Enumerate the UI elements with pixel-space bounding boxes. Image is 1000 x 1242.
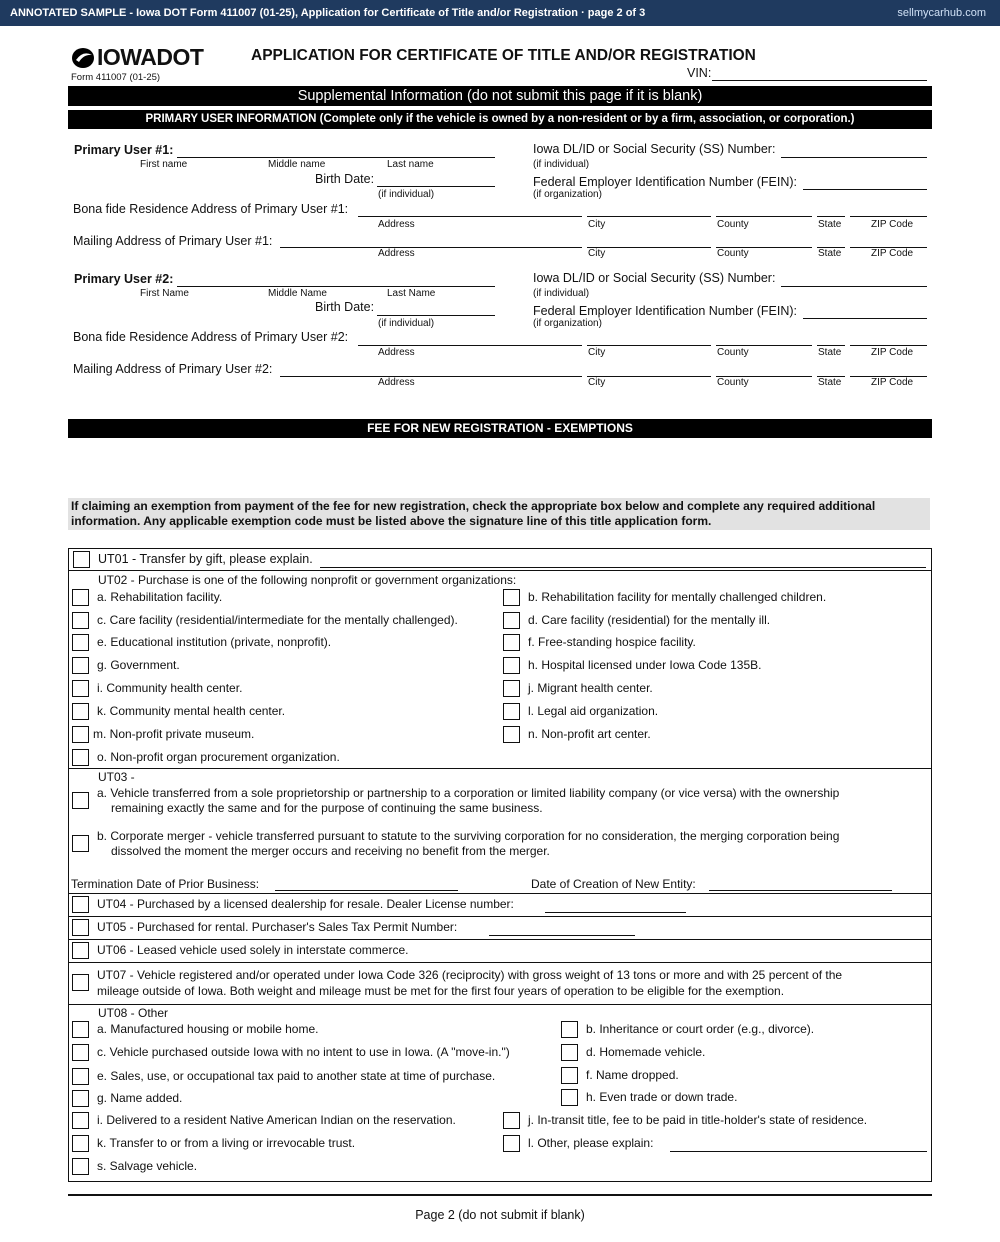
dealer-license-field[interactable]	[545, 912, 686, 913]
user1-dl-field[interactable]	[781, 157, 927, 158]
ut02-n-label: n. Non-profit art center.	[528, 727, 651, 741]
logo-text: IOWADOT	[97, 44, 204, 70]
ut08-b-label: b. Inheritance or court order (e.g., divorce).	[586, 1022, 815, 1036]
ut02-o-label: o. Non-profit organ procurement organization.	[97, 750, 340, 764]
ut03-b-line2: dissolved the moment the merger occurs and receiving no benefit from the merger.	[111, 844, 550, 858]
ut02-c-checkbox[interactable]	[72, 612, 89, 629]
ut02-m-checkbox[interactable]	[72, 726, 89, 743]
zip-caption: ZIP Code	[871, 219, 914, 230]
ut02-l-checkbox[interactable]	[503, 703, 520, 720]
ut02-a-label: a. Rehabilitation facility.	[97, 590, 223, 604]
ut02-h-checkbox[interactable]	[503, 657, 520, 674]
user2-bona-label: Bona fide Residence Address of Primary User #2:	[73, 330, 349, 344]
termination-date-field[interactable]	[275, 890, 458, 891]
user1-middle-caption: Middle name	[268, 159, 326, 170]
user2-birth-field[interactable]	[377, 315, 495, 316]
user1-mail-address-field[interactable]	[280, 247, 582, 248]
creation-date-label: Date of Creation of New Entity:	[531, 877, 696, 891]
sales-tax-permit-field[interactable]	[489, 935, 635, 936]
ut08-s-label: s. Salvage vehicle.	[97, 1159, 198, 1173]
ut08-i-label: i. Delivered to a resident Native American Indian on the reservation.	[97, 1113, 456, 1127]
ut07-checkbox[interactable]	[72, 974, 89, 991]
city-caption: City	[588, 219, 606, 230]
ut01-checkbox[interactable]	[73, 551, 90, 568]
user2-middle-caption: Middle Name	[268, 288, 327, 299]
user1-label: Primary User #1:	[74, 143, 174, 157]
ut07-line1: UT07 - Vehicle registered and/or operated under Iowa Code 326 (reciprocity) with gross weight of 13 tons or more and with 25 percent of the	[97, 968, 843, 982]
user2-bona-state-field[interactable]	[817, 345, 845, 346]
user1-birth-field[interactable]	[377, 186, 495, 187]
ut02-g-label: g. Government.	[97, 658, 180, 672]
ut08-l-label: l. Other, please explain:	[528, 1136, 654, 1150]
fee-exemptions-bar: FEE FOR NEW REGISTRATION - EXEMPTIONS	[68, 419, 932, 438]
ut08-j-label: j. In-transit title, fee to be paid in title-holder's state of residence.	[528, 1113, 868, 1127]
ut06-checkbox[interactable]	[72, 942, 89, 959]
ut02-header: UT02 - Purchase is one of the following nonprofit or government organizations:	[98, 573, 517, 587]
user2-name-field[interactable]	[177, 286, 495, 287]
zip-caption: ZIP Code	[871, 248, 914, 259]
site-link[interactable]: sellmycarhub.com	[897, 7, 986, 19]
user1-bona-address-field[interactable]	[358, 216, 582, 217]
user2-bona-city-field[interactable]	[587, 345, 711, 346]
divider	[68, 962, 932, 963]
user2-birth-label: Birth Date:	[315, 300, 375, 314]
page-title: APPLICATION FOR CERTIFICATE OF TITLE AND/OR REGISTRATION	[251, 47, 756, 64]
address-caption: Address	[378, 219, 415, 230]
exemption-instructions: If claiming an exemption from payment of the fee for new registration, check the appropriate box below and complete any required additional information. Any applicable exemption code must be listed above the signature line of this title application form.	[68, 498, 930, 530]
ut02-n-checkbox[interactable]	[503, 726, 520, 743]
user2-mail-label: Mailing Address of Primary User #2:	[73, 362, 273, 376]
ut02-m-label: m. Non-profit private museum.	[93, 727, 255, 741]
ut02-c-label: c. Care facility (residential/intermediate for the mentally challenged).	[97, 613, 458, 627]
ut02-j-checkbox[interactable]	[503, 680, 520, 697]
page-footer: Page 2 (do not submit if blank)	[415, 1208, 585, 1222]
user2-dl-caption: (if individual)	[533, 288, 590, 299]
annotation-bar	[0, 0, 1000, 26]
county-caption: County	[717, 248, 749, 259]
city-caption: City	[588, 377, 606, 388]
ut08-a-checkbox[interactable]	[72, 1021, 89, 1038]
vin-field[interactable]	[712, 80, 927, 81]
divider	[68, 916, 932, 917]
supplemental-bar: Supplemental Information (do not submit this page if it is blank)	[68, 86, 932, 106]
ut02-i-label: i. Community health center.	[97, 681, 243, 695]
ut02-b-label: b. Rehabilitation facility for mentally challenged children.	[528, 590, 827, 604]
user1-fein-label: Federal Employer Identification Number (FEIN):	[533, 175, 797, 189]
ut08-j-checkbox[interactable]	[503, 1112, 520, 1129]
primary-user-bar: PRIMARY USER INFORMATION (Complete only if the vehicle is owned by a non-resident or by a firm, association, or corporation.)	[68, 110, 932, 129]
divider	[68, 893, 932, 894]
ut02-e-checkbox[interactable]	[72, 634, 89, 651]
ut08-a-label: a. Manufactured housing or mobile home.	[97, 1022, 319, 1036]
user2-label: Primary User #2:	[74, 272, 174, 286]
user1-last-caption: Last name	[387, 159, 434, 170]
user2-fein-field[interactable]	[803, 318, 927, 319]
user2-first-caption: First Name	[140, 288, 189, 299]
user2-dl-label: Iowa DL/ID or Social Security (SS) Number:	[533, 271, 776, 285]
user1-bona-county-field[interactable]	[716, 216, 812, 217]
state-caption: State	[818, 347, 842, 358]
ut03-a-line2: remaining exactly the same and for the purpose of continuing the same business.	[111, 801, 543, 815]
ut08-b-checkbox[interactable]	[561, 1021, 578, 1038]
ut08-f-label: f. Name dropped.	[586, 1068, 679, 1082]
user2-birth-caption: (if individual)	[378, 318, 435, 329]
ut03-a-line1: a. Vehicle transferred from a sole proprietorship or partnership to a corporation or limited liability company (or vice versa) with the ownership	[97, 786, 840, 800]
divider	[68, 939, 932, 940]
address-caption: Address	[378, 377, 415, 388]
user1-bona-label: Bona fide Residence Address of Primary User #1:	[73, 202, 349, 216]
divider	[68, 768, 932, 769]
vin-label: VIN:	[687, 66, 712, 80]
ut02-k-checkbox[interactable]	[72, 703, 89, 720]
ut08-f-checkbox[interactable]	[561, 1067, 578, 1084]
user1-birth-caption: (if individual)	[378, 189, 435, 200]
ut01-explain-field[interactable]	[320, 567, 926, 568]
ut03-b-line1: b. Corporate merger - vehicle transferred pursuant to statute to the surviving corporation for no consideration, the merging corporation being	[97, 829, 840, 843]
user2-bona-zip-field[interactable]	[850, 345, 927, 346]
county-caption: County	[717, 219, 749, 230]
user1-mail-city-field[interactable]	[587, 247, 711, 248]
county-caption: County	[717, 347, 749, 358]
user1-birth-label: Birth Date:	[315, 172, 375, 186]
user1-bona-zip-field[interactable]	[850, 216, 927, 217]
user1-name-field[interactable]	[177, 157, 495, 158]
user1-bona-state-field[interactable]	[817, 216, 845, 217]
user1-fein-caption: (if organization)	[533, 189, 602, 200]
user2-bona-address-field[interactable]	[358, 345, 582, 346]
footer-rule	[68, 1194, 932, 1196]
ut03-header: UT03 -	[98, 770, 135, 784]
ut02-l-label: l. Legal aid organization.	[528, 704, 659, 718]
termination-date-label: Termination Date of Prior Business:	[71, 877, 260, 891]
ut08-h-checkbox[interactable]	[561, 1089, 578, 1106]
user2-bona-county-field[interactable]	[716, 345, 812, 346]
user1-first-caption: First name	[140, 159, 188, 170]
ut08-header: UT08 - Other	[98, 1006, 169, 1020]
ut02-a-checkbox[interactable]	[72, 589, 89, 606]
ut08-g-label: g. Name added.	[97, 1091, 183, 1105]
ut08-e-checkbox[interactable]	[72, 1068, 89, 1085]
creation-date-field[interactable]	[709, 890, 892, 891]
divider	[68, 1004, 932, 1005]
user1-fein-field[interactable]	[803, 189, 927, 190]
user1-bona-city-field[interactable]	[587, 216, 711, 217]
iowa-dot-logo-icon	[70, 46, 96, 70]
address-caption: Address	[378, 347, 415, 358]
city-caption: City	[588, 347, 606, 358]
ut08-c-checkbox[interactable]	[72, 1044, 89, 1061]
user1-mail-label: Mailing Address of Primary User #1:	[73, 234, 273, 248]
ut02-d-checkbox[interactable]	[503, 612, 520, 629]
ut02-h-label: h. Hospital licensed under Iowa Code 135B.	[528, 658, 762, 672]
ut04-label: UT04 - Purchased by a licensed dealership for resale. Dealer License number:	[97, 897, 514, 911]
ut08-g-checkbox[interactable]	[72, 1090, 89, 1107]
ut02-o-checkbox[interactable]	[72, 749, 89, 766]
city-caption: City	[588, 248, 606, 259]
zip-caption: ZIP Code	[871, 377, 914, 388]
ut02-j-label: j. Migrant health center.	[528, 681, 653, 695]
ut02-f-label: f. Free-standing hospice facility.	[528, 635, 696, 649]
state-caption: State	[818, 248, 842, 259]
state-caption: State	[818, 219, 842, 230]
ut08-l-checkbox[interactable]	[503, 1135, 520, 1152]
user2-last-caption: Last Name	[387, 288, 436, 299]
user1-dl-label: Iowa DL/ID or Social Security (SS) Number:	[533, 142, 776, 156]
ut08-d-label: d. Homemade vehicle.	[586, 1045, 706, 1059]
ut01-label: UT01 - Transfer by gift, please explain.	[98, 552, 313, 566]
ut04-checkbox[interactable]	[72, 896, 89, 913]
address-caption: Address	[378, 248, 415, 259]
ut03-a-checkbox[interactable]	[72, 792, 89, 809]
ut02-g-checkbox[interactable]	[72, 657, 89, 674]
ut02-f-checkbox[interactable]	[503, 634, 520, 651]
ut08-h-label: h. Even trade or down trade.	[586, 1090, 738, 1104]
user2-fein-caption: (if organization)	[533, 318, 602, 329]
ut08-k-label: k. Transfer to or from a living or irrevocable trust.	[97, 1136, 356, 1150]
user2-mail-city-field[interactable]	[587, 376, 711, 377]
ut02-d-label: d. Care facility (residential) for the mentally ill.	[528, 613, 771, 627]
ut08-other-explain-field[interactable]	[670, 1151, 927, 1152]
ut02-b-checkbox[interactable]	[503, 589, 520, 606]
ut02-i-checkbox[interactable]	[72, 680, 89, 697]
ut08-s-checkbox[interactable]	[72, 1158, 89, 1175]
ut08-k-checkbox[interactable]	[72, 1135, 89, 1152]
ut08-c-label: c. Vehicle purchased outside Iowa with no intent to use in Iowa. (A "move-in.")	[97, 1045, 510, 1059]
user1-dl-caption: (if individual)	[533, 159, 590, 170]
county-caption: County	[717, 377, 749, 388]
zip-caption: ZIP Code	[871, 347, 914, 358]
ut08-e-label: e. Sales, use, or occupational tax paid to another state at time of purchase.	[97, 1069, 496, 1083]
user2-fein-label: Federal Employer Identification Number (FEIN):	[533, 304, 797, 318]
ut03-b-checkbox[interactable]	[72, 835, 89, 852]
divider	[68, 570, 932, 571]
form-number: Form 411007 (01-25)	[71, 72, 161, 83]
ut07-line2: mileage outside of Iowa. Both weight and mileage must be met for the first four years of operation to be eligible for the exemption.	[97, 984, 785, 998]
user2-mail-address-field[interactable]	[280, 376, 582, 377]
user2-dl-field[interactable]	[781, 286, 927, 287]
state-caption: State	[818, 377, 842, 388]
ut02-e-label: e. Educational institution (private, nonprofit).	[97, 635, 332, 649]
ut08-d-checkbox[interactable]	[561, 1044, 578, 1061]
annotation-title: ANNOTATED SAMPLE - Iowa DOT Form 411007 (01-25), Application for Certificate of Title and/or Registration · page 2 of 3	[10, 7, 646, 19]
ut02-k-label: k. Community mental health center.	[97, 704, 286, 718]
ut06-label: UT06 - Leased vehicle used solely in interstate commerce.	[97, 943, 409, 957]
ut05-checkbox[interactable]	[72, 919, 89, 936]
ut05-label: UT05 - Purchased for rental. Purchaser's Sales Tax Permit Number:	[97, 920, 458, 934]
ut08-i-checkbox[interactable]	[72, 1112, 89, 1129]
